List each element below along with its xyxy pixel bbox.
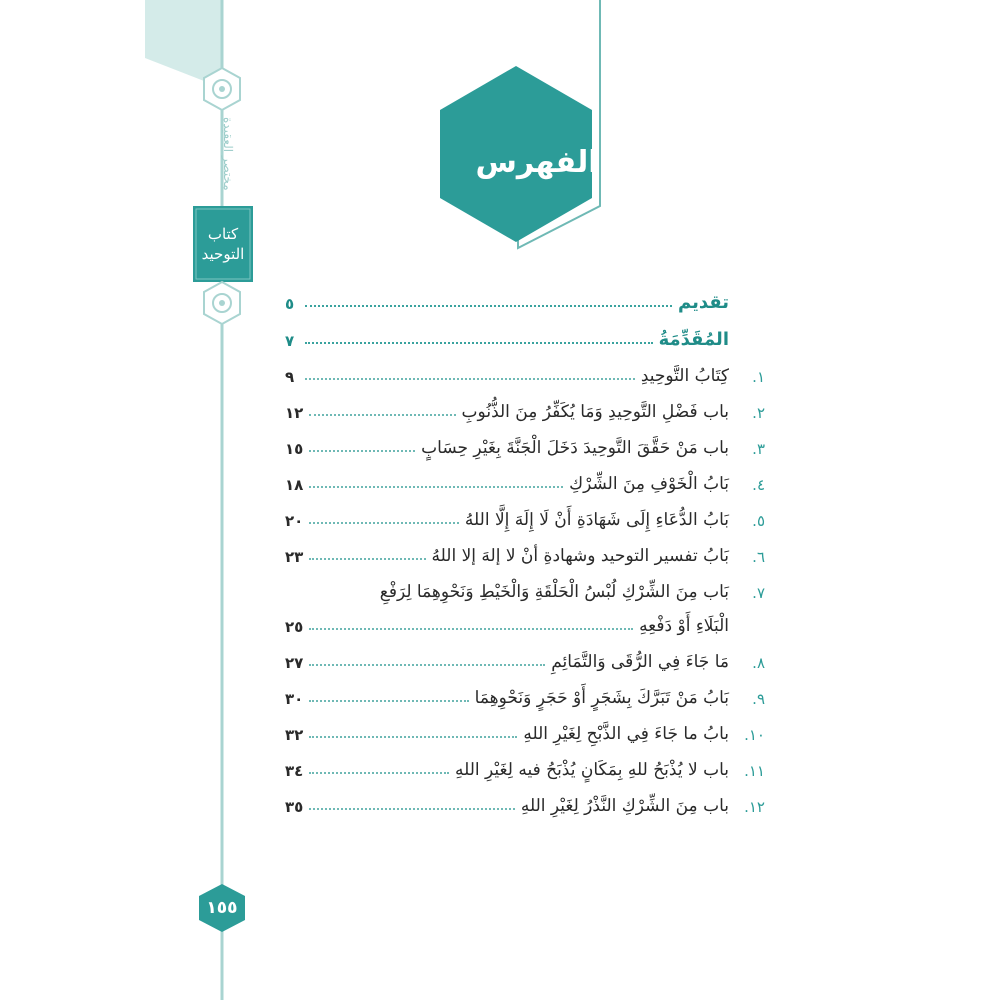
toc-entry-leader	[309, 808, 515, 810]
toc-entry-label-continued: الْبَلَاءِ أَوْ دَفْعِهِ	[639, 616, 729, 636]
toc-entry-number: ٩.	[752, 690, 765, 708]
toc-entry-leader	[309, 664, 545, 666]
toc-entry-number: ٤.	[752, 476, 765, 494]
toc-entry-page: ١٨	[285, 476, 304, 494]
toc-entry-number: ١.	[752, 368, 765, 386]
toc-entry-number: ٣.	[752, 440, 765, 458]
toc-entry-leader	[309, 772, 449, 774]
toc-entry-page: ٢٧	[285, 654, 304, 672]
toc-entry-number: ١٠.	[744, 726, 765, 744]
toc-entry-label: بَابُ مَنْ تَبَرَّكَ بِشَجَرٍ أَوْ حَجَرٍ وَنَحْوِهِمَا	[474, 688, 729, 708]
toc-entry	[285, 292, 765, 313]
toc-entry-page: ٩	[285, 368, 295, 386]
page-number: ١٥٥	[206, 898, 238, 918]
toc-entry	[285, 438, 765, 458]
toc-entry-number: ٨.	[752, 654, 765, 672]
toc-entry	[285, 474, 765, 494]
toc-entry	[285, 582, 765, 636]
toc-entry-label: بَاب مِنَ الشِّرْكِ لُبْسُ الْحَلْقَةِ وَالْخَيْطِ وَنَحْوِهِمَا لِرَفْعِ	[379, 582, 729, 602]
toc-entry	[285, 329, 765, 350]
toc-entry-label: باب لا يُذْبَحُ للهِ بِمَكَانٍ يُذْبَحُ فيه لِغَيْرِ اللهِ	[454, 760, 729, 780]
toc-entry-number: ٦.	[752, 548, 765, 566]
toc-entry-number: ١١.	[744, 762, 765, 780]
toc-entry	[285, 546, 765, 566]
box-title-line2: التوحيد	[201, 245, 245, 263]
toc-entry-page: ٢٣	[285, 548, 304, 566]
toc-entry-leader	[305, 378, 635, 380]
toc-entry	[285, 724, 765, 744]
toc-entry	[285, 688, 765, 708]
toc-entry-label: تقديم	[678, 292, 729, 313]
toc-entry	[285, 760, 765, 780]
toc-entry-leader	[309, 736, 517, 738]
toc-entry-page: ٣٥	[285, 798, 304, 816]
toc-entry-label: باب مِنَ الشِّرْكِ النَّذْرُ لِغَيْرِ اللهِ	[520, 796, 729, 816]
toc-entry-label: بَابُ الدُّعَاءِ إِلَى شَهَادَةِ أَنْ لَا إِلَهَ إِلَّا اللهُ	[464, 510, 729, 530]
heading-wrap	[436, 62, 606, 248]
toc-entry-page: ٧	[285, 332, 295, 350]
toc-entry-number: ٢.	[752, 404, 765, 422]
toc-entry-number: ١٢.	[744, 798, 765, 816]
toc-entry	[285, 402, 765, 422]
toc-entry-leader	[305, 305, 672, 307]
toc-entry-label: بَابُ تفسير التوحيد وشهادةِ أنْ لا إلهَ إلا اللهُ	[431, 546, 729, 566]
toc-entry	[285, 366, 765, 386]
toc-entry-page: ١٥	[285, 440, 304, 458]
ornament-bottom-icon	[204, 282, 240, 324]
toc-entry-page: ٢٥	[285, 618, 304, 636]
toc-entry-page: ٢٠	[285, 512, 304, 530]
toc-entry-page: ٣٢	[285, 726, 304, 744]
toc-entry-label: باب مَنْ حَقَّقَ التَّوحِيدَ دَخَلَ الْجَنَّةَ بِغَيْرِ حِسَابٍ	[421, 438, 729, 458]
ornament-top-icon	[204, 68, 240, 110]
toc-entry-label: بابُ ما جَاءَ فِي الذَّبْحِ لِغَيْرِ اللهِ	[523, 724, 729, 744]
toc-entry-label: باب فَضْلِ التَّوحِيدِ وَمَا يُكَفِّرُ مِنَ الذُّنُوبِ	[461, 402, 729, 422]
toc-entry-label: كِتَابُ التَّوحِيدِ	[640, 366, 729, 386]
toc-entry-number: ٥.	[752, 512, 765, 530]
toc-entry-page: ٥	[285, 295, 295, 313]
toc-entry-page: ٣٤	[285, 762, 304, 780]
page-heading: الفهرس	[475, 144, 599, 180]
toc-entry-leader	[309, 414, 455, 416]
toc-entry-label: بَابُ الْخَوْفِ مِنَ الشِّرْكِ	[569, 474, 729, 494]
toc-entry	[285, 510, 765, 530]
box-title-line1: كتاب	[207, 225, 239, 243]
box-title	[193, 206, 253, 282]
toc-entry-leader	[309, 450, 415, 452]
toc-entry-leader	[305, 342, 653, 344]
toc-entry-leader	[309, 522, 459, 524]
toc-entry-label: المُقَدِّمَةُ	[658, 329, 729, 350]
toc-entry-number: ٧.	[752, 584, 765, 602]
toc-entry-leader	[309, 558, 425, 560]
toc-entry	[285, 796, 765, 816]
toc-entry-page: ١٢	[285, 404, 304, 422]
toc-entry	[285, 652, 765, 672]
toc-entry-page: ٣٠	[285, 690, 304, 708]
table-of-contents	[285, 292, 765, 832]
toc-entry-leader	[309, 700, 468, 702]
toc-entry-leader	[309, 628, 633, 630]
vertical-book-title: مختصر العقيدة	[221, 117, 235, 191]
toc-entry-label: مَا جَاءَ فِي الرُّقَى وَالتَّمَائِمِ	[551, 652, 729, 672]
toc-entry-leader	[309, 486, 563, 488]
